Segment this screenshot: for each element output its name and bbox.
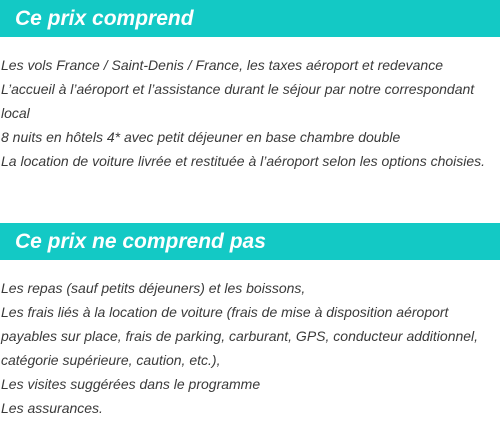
excludes-header: [0, 223, 500, 260]
list-item: Les visites suggérées dans le programme: [1, 376, 261, 392]
list-item: Les assurances.: [1, 400, 103, 416]
excludes-list: [1, 276, 497, 420]
includes-title: Ce prix comprend: [15, 7, 194, 30]
excludes-title: Ce prix ne comprend pas: [15, 230, 266, 253]
includes-list: [1, 53, 497, 173]
list-item: Les frais liés à la location de voiture (frais de mise à disposition aéroport payables sur place, frais de parking, carburant, GPS, conducteur additionnel, catégorie supérieure, caution, etc.),: [1, 304, 479, 368]
list-item: L’accueil à l’aéroport et l’assistance durant le séjour par notre correspondant local: [1, 81, 475, 121]
list-item: La location de voiture livrée et restituée à l’aéroport selon les options choisies.: [1, 153, 486, 169]
includes-header: [0, 0, 500, 37]
list-item: Les vols France / Saint-Denis / France, les taxes aéroport et redevance: [1, 57, 443, 73]
list-item: Les repas (sauf petits déjeuners) et les boissons,: [1, 280, 306, 296]
list-item: 8 nuits en hôtels 4* avec petit déjeuner en base chambre double: [1, 129, 401, 145]
